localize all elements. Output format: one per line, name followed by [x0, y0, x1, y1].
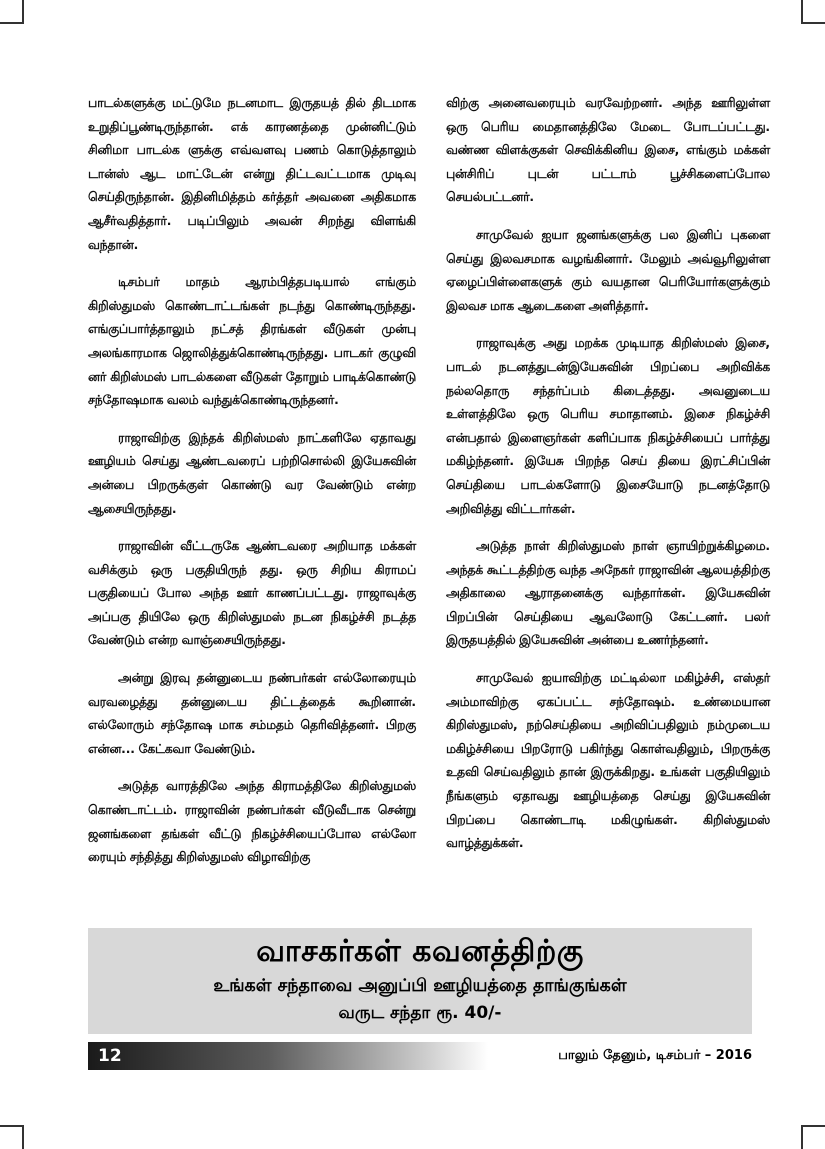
paragraph: ராஜாவிற்கு இந்தக் கிறிஸ்மஸ் நாட்களிலே ஏதாவது ஊழியம் செய்து ஆண்டவரைப் பற்றிசொல்லி இயேசுவின் அன்பை பிறருக்குள் கொண்டு வர வேண்டும் என்ற ஆசையிருந்தது. [88, 430, 416, 516]
notice-subscription-price: வருட சந்தா ரூ. 40/- [338, 1003, 502, 1023]
left-column [88, 92, 416, 884]
paragraph: விற்கு அனைவரையும் வரவேற்றனர். அந்த ஊரிலுள்ள ஒரு பெரிய மைதானத்திலே மேடை போடப்பட்டது. வண்ண விளக்குகள் செவிக்கினிய இசை, எங்கும் மக்கள் புன்சிரிப் புடன் பட்டாம் பூச்சிகளைப்போல செயல்பட்டனர். [446, 96, 770, 205]
crop-mark-top-left [0, 0, 24, 24]
paragraph: சாமுவேல் ஐயா ஜனங்களுக்கு பல இனிப் புகளை செய்து இலவசமாக வழங்கினார். மேலும் அவ்வூரிலுள்ள ஏழைப்பிள்ளைகளுக் கும் வயதான பெரியோர்களுக்கும் இலவச மாக ஆடைகளை அளித்தார். [446, 227, 770, 313]
notice-subtitle: உங்கள் சந்தாவை அனுப்பி ஊழியத்தை தாங்குங்கள் [213, 976, 627, 996]
page-number: 12 [98, 1046, 122, 1066]
magazine-issue: பாலும் தேனும், டிசம்பர் – 2016 [558, 1048, 752, 1063]
crop-mark-top-right [801, 0, 825, 24]
paragraph: சாமுவேல் ஐயாவிற்கு மட்டில்லா மகிழ்ச்சி, எஸ்தர் அம்மாவிற்கு ஏகப்பட்ட சந்தோஷம். உண்மையான கிறிஸ்துமஸ், நற்செய்தியை அறிவிப்பதிலும் நம்முடைய மகிழ்ச்சியை பிறரோடு பகிர்ந்து கொள்வதிலும், பிறருக்கு உதவி செய்வதிலும் தான் இருக்கிறது. உங்கள் பகுதியிலும் நீங்களும் ஏதாவது ஊழியத்தை செய்து இயேசுவின் பிறப்பை கொண்டாடி மகிழுங்கள். கிறிஸ்துமஸ் வாழ்த்துக்கள். [446, 671, 770, 851]
paragraph: அடுத்த வாரத்திலே அந்த கிராமத்திலே கிறிஸ்துமஸ் கொண்டாட்டம். ராஜாவின் நண்பர்கள் வீடுவீடாக சென்று ஜனங்களை தங்கள் வீட்டு நிகழ்ச்சியைப்போல எல்லோ ரையும் சந்தித்து கிறிஸ்துமஸ் விழாவிற்கு [88, 779, 416, 865]
paragraph: அன்று இரவு தன்னுடைய நண்பர்கள் எல்லோரையும் வரவழைத்து தன்னுடைய திட்டத்தைக் கூறினான். எல்லோரும் சந்தோஷ மாக சம்மதம் தெரிவித்தனர். பிறகு என்ன... கேட்கவா வேண்டும். [88, 671, 416, 756]
subscription-notice-box [88, 928, 752, 1034]
page-footer [88, 1042, 752, 1070]
notice-heading: வாசகர்கள் கவனத்திற்கு [256, 934, 584, 969]
paragraph: டிசம்பர் மாதம் ஆரம்பித்தபடியால் எங்கும் கிறிஸ்துமஸ் கொண்டாட்டங்கள் நடந்து கொண்டிருந்தது. எங்குப்பார்த்தாலும் நட்சத் திரங்கள் வீடுகள் முன்பு அலங்காரமாக ஜொலித்துக்கொண்டிருந்தது. பாடகர் குழுவி னர் கிறிஸ்மஸ் பாடல்களை வீடுகள் தோறும் பாடிக்கொண்டு சந்தோஷமாக வலம் வந்துக்கொண்டிருந்தனர். [88, 275, 416, 408]
crop-mark-bottom-right [801, 1125, 825, 1149]
paragraph: பாடல்களுக்கு மட்டுமே நடனமாட இருதயத் தில் திடமாக உறுதிப்பூண்டிருந்தான். எக் காரணத்தை முன்னிட்டும் சினிமா பாடல்க ளுக்கு எவ்வளவு பணம் கொடுத்தாலும் டான்ஸ் ஆட மாட்டேன் என்று திட்டவட்டமாக முடிவு செய்திருந்தான். இதினிமித்தம் கர்த்தர் அவனை அதிகமாக ஆசீர்வதித்தார். படிப்பிலும் அவன் சிறந்து விளங்கி வந்தான். [88, 96, 416, 252]
paragraph: அடுத்த நாள் கிறிஸ்துமஸ் நாள் ஞாயிற்றுக்கிழமை. அந்தக் கூட்டத்திற்கு வந்த அநேகர் ராஜாவின் ஆலயத்திற்கு அதிகாலை ஆராதனைக்கு வந்தார்கள். இயேசுவின் பிறப்பின் செய்தியை ஆவலோடு கேட்டனர். பலர் இருதயத்தில் இயேசுவின் அன்பை உணர்ந்தனர். [446, 539, 770, 648]
footer-gradient-bar [88, 1042, 488, 1070]
crop-mark-bottom-left [0, 1125, 24, 1149]
paragraph: ராஜாவுக்கு அது மறக்க முடியாத கிறிஸ்மஸ் இசை, பாடல் நடனத்துடன்இயேசுவின் பிறப்பை அறிவிக்க நல்லதொரு சந்தர்ப்பம் கிடைத்தது. அவனுடைய உள்ளத்திலே ஒரு பெரிய சமாதானம். இசை நிகழ்ச்சி என்பதால் இளைஞர்கள் களிப்பாக நிகழ்ச்சியைப் பார்த்து மகிழ்ந்தனர். இயேசு பிறந்த செய் தியை இரட்சிப்பின் செய்தியை பாடல்களோடு இசையோடு நடனத்தோடு அறிவித்து விட்டார்கள். [446, 336, 770, 516]
right-column [446, 92, 770, 870]
paragraph: ராஜாவின் வீட்டருகே ஆண்டவரை அறியாத மக்கள் வசிக்கும் ஒரு பகுதியிருந் தது. ஒரு சிறிய கிராமப் பகுதியைப் போல அந்த ஊர் காணப்பட்டது. ராஜாவுக்கு அப்பகு தியிலே ஒரு கிறிஸ்துமஸ் நடன நிகழ்ச்சி நடத்த வேண்டும் என்ற வாஞ்சையிருந்தது. [88, 539, 416, 648]
